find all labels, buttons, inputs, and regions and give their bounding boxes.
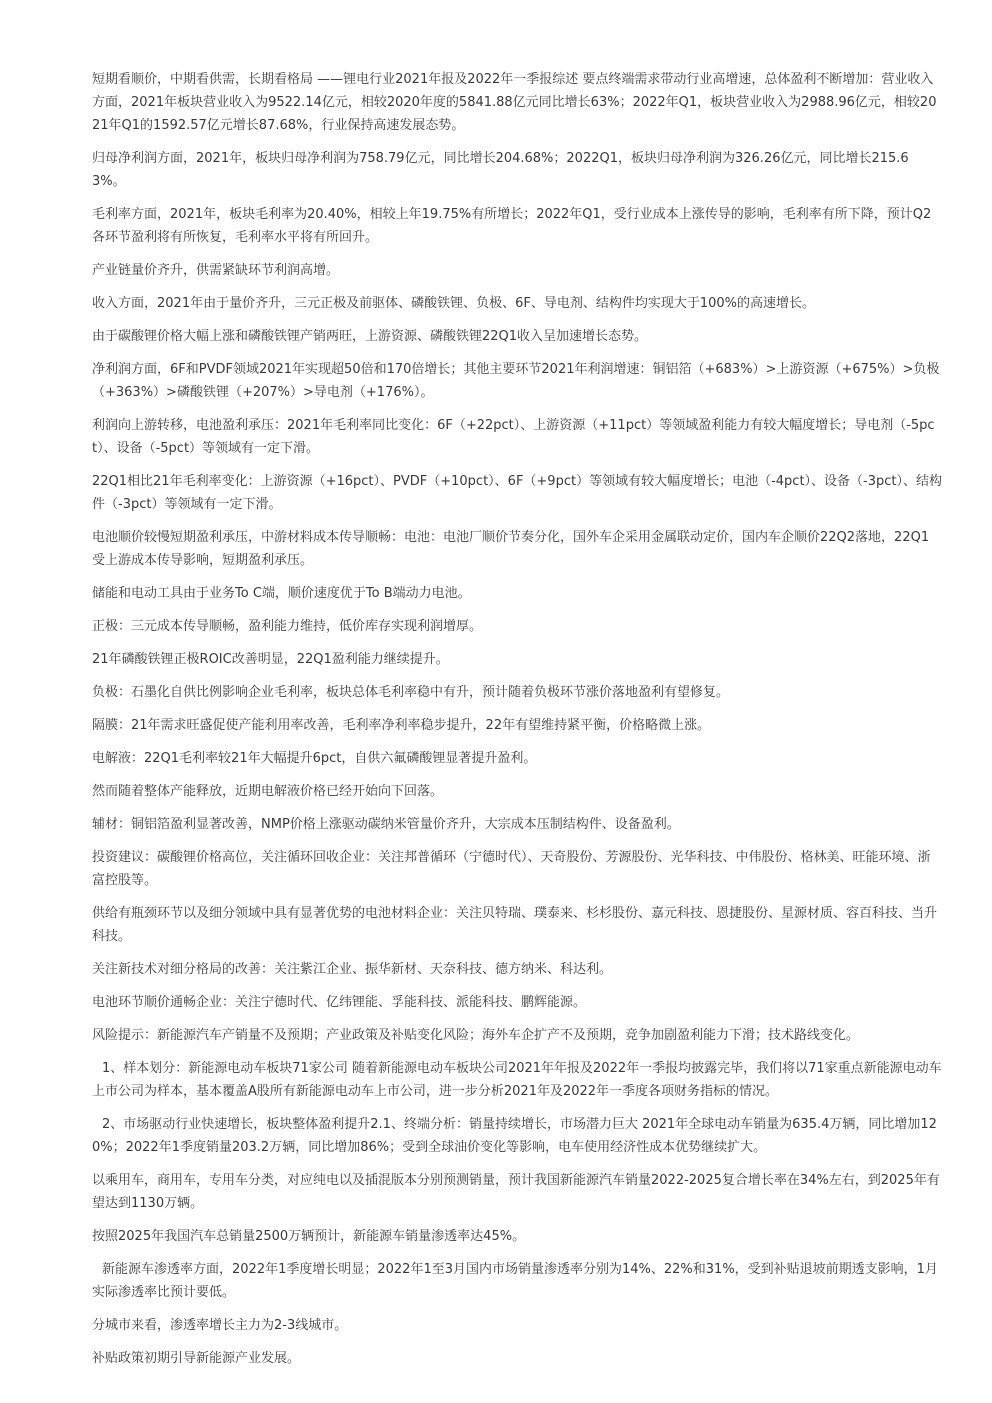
paragraph-profit-shift: 利润向上游转移，电池盈利承压：2021年毛利率同比变化：6F（+22pct）、上游资源（+11pct）等领域盈利能力有较大幅度增长；导电剂（-5pct）、设备（-5pct）等领域有一定下滑。: [92, 418, 935, 456]
paragraph-bottleneck-companies: 供给有瓶颈环节以及细分领域中具有显著优势的电池材料企业：关注贝特瑞、璞泰来、杉杉股份、嘉元科技、恩捷股份、星源材质、容百科技、当升科技。: [92, 906, 938, 944]
paragraph-auxiliary: 辅材：铜铝箔盈利显著改善，NMP价格上涨驱动碳纳米管量价齐升，大宗成本压制结构件、设备盈利。: [92, 817, 680, 832]
paragraph-subsidy: 补贴政策初期引导新能源产业发展。: [92, 1351, 301, 1366]
paragraph-penetration-2025: 按照2025年我国汽车总销量2500万辆预计，新能源车销量渗透率达45%。: [92, 1229, 526, 1244]
paragraph-separator: 隔膜：21年需求旺盛促使产能利用率改善，毛利率净利率稳步提升，22年有望维持紧平衡，价格略微上涨。: [92, 718, 711, 733]
paragraph-energy-storage: 储能和电动工具由于业务To C端，顺价速度优于To B端动力电池。: [92, 586, 471, 601]
paragraph-revenue: 收入方面，2021年由于量价齐升，三元正极及前驱体、磷酸铁锂、负极、6F、导电剂、结构件均实现大于100%的高速增长。: [92, 296, 815, 311]
paragraph-city-tier: 分城市来看，渗透率增长主力为2-3线城市。: [92, 1318, 348, 1333]
paragraph-new-tech: 关注新技术对细分格局的改善：关注紫江企业、振华新材、天奈科技、德方纳米、科达利。: [92, 962, 613, 977]
paragraph-electrolyte: 电解液：22Q1毛利率较21年大幅提升6pct，自供六氟磷酸锂显著提升盈利。: [92, 751, 537, 766]
paragraph-lithium-carbonate: 由于碳酸锂价格大幅上涨和磷酸铁锂产销两旺，上游资源、磷酸铁锂22Q1收入呈加速增长态势。: [92, 329, 648, 344]
paragraph-anode: 负极：石墨化自供比例影响企业毛利率，板块总体毛利率稳中有升，预计随着负极环节涨价落地盈利有望修复。: [92, 685, 730, 700]
paragraph-net-profit-segments: 净利润方面，6F和PVDF领域2021年实现超50倍和170倍增长；其他主要环节2021年利润增速：铜铝箔（+683%）>上游资源（+675%）>负极（+363%）>磷酸铁锂（+207%）>导电剂（+176%）。: [92, 362, 940, 400]
paragraph-forecast: 以乘用车，商用车，专用车分类，对应纯电以及插混版本分别预测销量，预计我国新能源汽车销量2022-2025复合增长率在34%左右，到2025年有望达到1130万辆。: [92, 1173, 940, 1211]
paragraph-risk: 风险提示：新能源汽车产销量不及预期；产业政策及补贴变化风险；海外车企扩产不及预期，竞争加剧盈利能力下滑；技术路线变化。: [92, 1028, 860, 1043]
document-body: [92, 68, 942, 1380]
paragraph-lfp-roic: 21年磷酸铁锂正极ROIC改善明显，22Q1盈利能力继续提升。: [92, 652, 449, 667]
paragraph-sample: 1、样本划分：新能源电动车板块71家公司 随着新能源电动车板块公司2021年年报及2022年一季报均披露完毕，我们将以71家重点新能源电动车上市公司为样本，基本覆盖A股所有新能源电动车上市公司，进一步分析2021年及2022年一季度各项财务指标的情况。: [92, 1061, 942, 1099]
paragraph-22q1-margin: 22Q1相比21年毛利率变化：上游资源（+16pct）、PVDF（+10pct）、6F（+9pct）等领域有较大幅度增长；电池（-4pct）、设备（-3pct）、结构件（-3pct）等领域有一定下滑。: [92, 474, 942, 512]
paragraph-penetration-2022: 新能源车渗透率方面，2022年1季度增长明显；2022年1至3月国内市场销量渗透率分别为14%、22%和31%，受到补贴退坡前期透支影响，1月实际渗透率比预计要低。: [92, 1262, 938, 1300]
paragraph-investment-advice: 投资建议：碳酸锂价格高位，关注循环回收企业：关注邦普循环（宁德时代）、天奇股份、芳源股份、光华科技、中伟股份、格林美、旺能环境、浙富控股等。: [92, 850, 931, 888]
paragraph-net-profit: 归母净利润方面，2021年，板块归母净利润为758.79亿元，同比增长204.68%；2022Q1，板块归母净利润为326.26亿元，同比增长215.63%。: [92, 151, 909, 189]
paragraph-electrolyte-price: 然而随着整体产能释放，近期电解液价格已经开始向下回落。: [92, 784, 444, 799]
paragraph-chain-growth: 产业链量价齐升，供需紧缺环节利润高增。: [92, 263, 340, 278]
paragraph-battery-companies: 电池环节顺价通畅企业：关注宁德时代、亿纬锂能、孚能科技、派能科技、鹏辉能源。: [92, 995, 587, 1010]
paragraph-market-driver: 2、市场驱动行业快速增长，板块整体盈利提升2.1、终端分析：销量持续增长，市场潜力巨大 2021年全球电动车销量为635.4万辆，同比增加120%；2022年1季度销量203.2万辆，同比增加86%；受到全球油价变化等影响，电车使用经济性成本优势继续扩大。: [92, 1117, 937, 1155]
paragraph-cathode: 正极：三元成本传导顺畅，盈利能力维持，低价库存实现利润增厚。: [92, 619, 483, 634]
paragraph-gross-margin: 毛利率方面，2021年，板块毛利率为20.40%，相较上年19.75%有所增长；2022年Q1，受行业成本上涨传导的影响，毛利率有所下降，预计Q2各环节盈利将有所恢复，毛利率水平将有所回升。: [92, 207, 932, 245]
paragraph-summary: 短期看顺价，中期看供需，长期看格局 ——锂电行业2021年报及2022年一季报综述 要点终端需求带动行业高增速，总体盈利不断增加：营业收入方面，2021年板块营业收入为9522.14亿元，相较2020年度的5841.88亿元同比增长63%；2022年Q1，板块营业收入为2988.96亿元，相较2021年Q1的1592.57亿元增长87.68%，行业保持高速发展态势。: [92, 72, 937, 133]
paragraph-battery-pricing: 电池顺价较慢短期盈利承压，中游材料成本传导顺畅：电池：电池厂顺价节奏分化，国外车企采用金属联动定价，国内车企顺价22Q2落地，22Q1受上游成本传导影响，短期盈利承压。: [92, 530, 930, 568]
